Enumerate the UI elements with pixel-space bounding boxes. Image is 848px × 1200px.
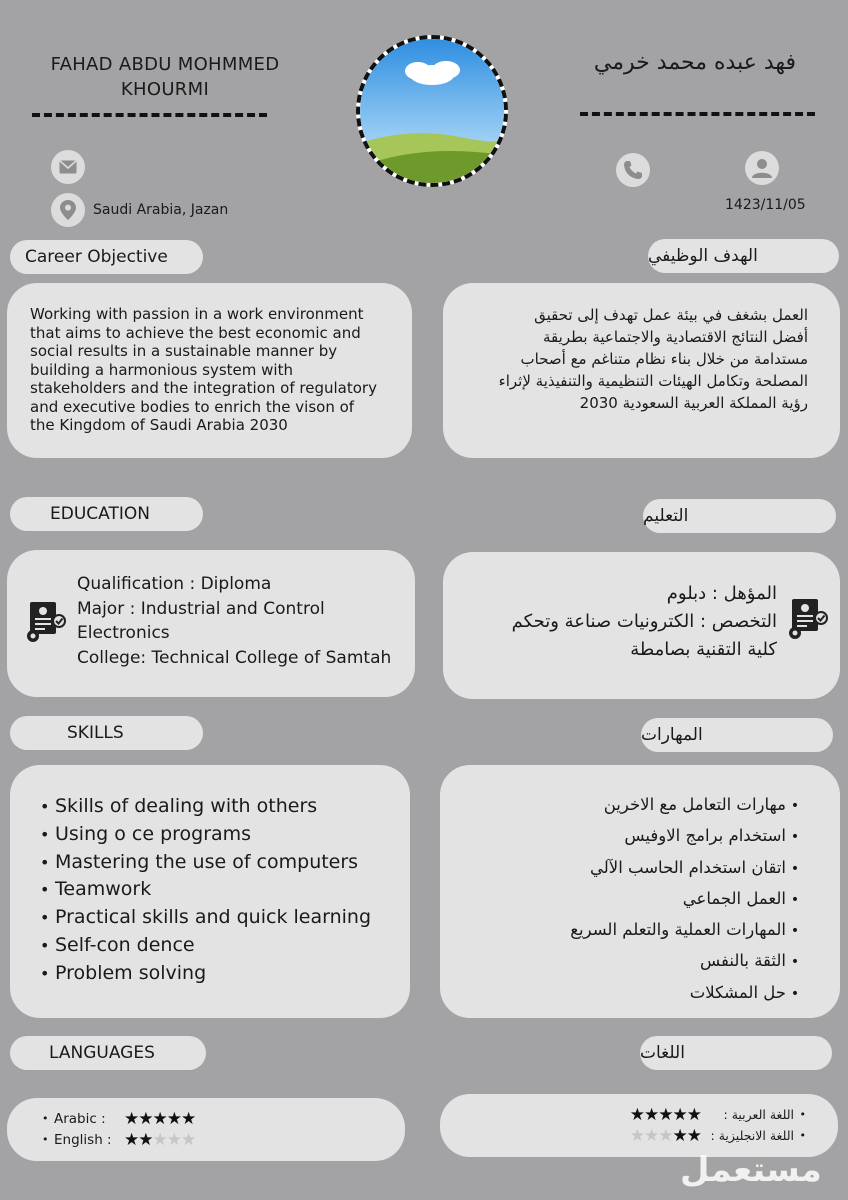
career-objective-heading (10, 240, 203, 274)
career-objective-heading-ar (648, 239, 839, 273)
star-empty-icon: ★ (166, 1129, 181, 1150)
certificate-icon-ar (786, 598, 832, 642)
skill-item-ar: • العمل الجماعي (474, 884, 804, 915)
language-label: English : (54, 1131, 112, 1148)
profile-photo (356, 35, 508, 187)
language-row-ar (630, 1104, 806, 1125)
certificate-icon (24, 601, 70, 645)
star-empty-icon: ★ (658, 1125, 673, 1146)
languages-card-ar (440, 1094, 838, 1157)
education-heading-ar (643, 499, 836, 533)
career-objective-card (7, 283, 412, 458)
language-row-ar (630, 1125, 806, 1146)
language-row (42, 1129, 195, 1150)
skill-item: • Teamwork (40, 876, 371, 904)
career-objective-text-ar: العمل بشغف في بيئة عمل تهدف إلى تحقيق أفضل النتائج الاقتصادية والاجتماعية بطريقة مستدامة من خلال بناء نظام متناغم مع أصحاب المصلحة وتكامل الهيئات التنظيمية والتنفيذية لإثراء رؤية المملكة العربية السعودية 2030 (498, 306, 808, 412)
skills-label: SKILLS (67, 723, 124, 743)
star-filled-icon: ★ (152, 1108, 167, 1129)
language-label-ar: اللغة العربية : (723, 1107, 794, 1122)
star-empty-icon: ★ (181, 1129, 196, 1150)
name-underline-ar (580, 112, 815, 116)
name-underline-en (32, 113, 267, 117)
skill-item-ar: • الثقة بالنفس (474, 946, 804, 977)
education-label-ar: التعليم (643, 506, 689, 526)
landscape-placeholder-icon (360, 39, 504, 183)
star-filled-icon: ★ (686, 1104, 701, 1125)
skill-item: • Using o ce programs (40, 821, 371, 849)
star-filled-icon: ★ (672, 1104, 687, 1125)
star-filled-icon: ★ (124, 1108, 139, 1129)
skill-item: • Practical skills and quick learning (40, 904, 371, 932)
qualification-text-ar: المؤهل : دبلوم (666, 583, 777, 604)
star-filled-icon: ★ (629, 1104, 644, 1125)
bullet: • (42, 1112, 49, 1125)
career-objective-label-ar: الهدف الوظيفي (648, 246, 758, 266)
skills-label-ar: المهارات (641, 725, 703, 745)
major-text-ar: التخصص : الكترونيات صناعة وتحكم (511, 611, 777, 632)
languages-heading (10, 1036, 206, 1070)
location-text: Saudi Arabia, Jazan (93, 202, 229, 218)
rating-stars (124, 1109, 195, 1129)
skills-card (10, 765, 410, 1018)
languages-list (42, 1108, 195, 1150)
star-filled-icon: ★ (672, 1125, 687, 1146)
rating-stars-ar (630, 1126, 701, 1146)
education-details-ar (477, 580, 777, 664)
skills-card-ar (440, 765, 840, 1018)
skill-item: • Skills of dealing with others (40, 793, 371, 821)
education-card (7, 550, 415, 697)
skill-item-ar: • مهارات التعامل مع الاخرين (474, 790, 804, 821)
languages-label-ar: اللغات (640, 1043, 685, 1063)
skill-item: • Self-con dence (40, 932, 371, 960)
bullet: • (799, 1129, 806, 1142)
location-pin-icon (51, 193, 85, 227)
skills-list (40, 793, 371, 988)
languages-card (7, 1098, 405, 1161)
star-empty-icon: ★ (152, 1129, 167, 1150)
skill-item-ar: • المهارات العملية والتعلم السريع (474, 915, 804, 946)
language-label: Arabic : (54, 1110, 106, 1127)
star-filled-icon: ★ (181, 1108, 196, 1129)
language-row (42, 1108, 195, 1129)
star-filled-icon: ★ (166, 1108, 181, 1129)
skill-item-ar: • حل المشكلات (474, 978, 804, 1009)
star-empty-icon: ★ (629, 1125, 644, 1146)
qualification-text: Qualification : Diploma (77, 574, 272, 594)
major-text: Major : Industrial and Control Electronics (77, 598, 325, 643)
birth-date: 1423/11/05 (725, 197, 806, 213)
skill-item-ar: • استخدام برامج الاوفيس (474, 821, 804, 852)
watermark-logo: مستعمل (680, 1150, 822, 1190)
languages-label: LANGUAGES (49, 1043, 155, 1063)
language-label-ar: اللغة الانجليزية : (710, 1128, 794, 1143)
star-filled-icon: ★ (658, 1104, 673, 1125)
skill-item: • Problem solving (40, 960, 371, 988)
skill-item-ar: • اتقان استخدام الحاسب الآلي (474, 853, 804, 884)
skills-list-ar (474, 790, 804, 1009)
user-icon (745, 151, 779, 185)
education-details (77, 572, 397, 670)
mail-icon (51, 150, 85, 184)
languages-heading-ar (640, 1036, 832, 1070)
skill-item: • Mastering the use of computers (40, 849, 371, 877)
star-filled-icon: ★ (644, 1104, 659, 1125)
education-heading (10, 497, 203, 531)
phone-icon (616, 153, 650, 187)
star-empty-icon: ★ (644, 1125, 659, 1146)
languages-list-ar (630, 1104, 806, 1146)
career-objective-card-ar (443, 283, 840, 458)
college-text-ar: كلية التقنية بصامطة (630, 639, 777, 660)
education-card-ar (443, 552, 840, 699)
rating-stars-ar (630, 1105, 701, 1125)
name-arabic: فهد عبده محمد خرمي (593, 50, 797, 75)
star-filled-icon: ★ (124, 1129, 139, 1150)
education-label: EDUCATION (50, 504, 150, 524)
rating-stars (124, 1130, 195, 1150)
college-text: College: Technical College of Samtah (77, 647, 392, 668)
career-objective-label: Career Objective (25, 247, 168, 267)
star-filled-icon: ★ (138, 1108, 153, 1129)
star-filled-icon: ★ (138, 1129, 153, 1150)
career-objective-text: Working with passion in a work environment that aims to achieve the best economic and social results in a sustainable manner by building a harmonious system with stakeholders and the integration of regulatory and executive bodies to enrich the vison of the Kingdom of Saudi Arabia 2030 (30, 305, 377, 434)
name-english: FAHAD ABDU MOHMMED KHOURMI (50, 54, 280, 100)
bullet: • (799, 1108, 806, 1121)
skills-heading (10, 716, 203, 750)
skills-heading-ar (641, 718, 833, 752)
bullet: • (42, 1133, 49, 1146)
star-filled-icon: ★ (686, 1125, 701, 1146)
